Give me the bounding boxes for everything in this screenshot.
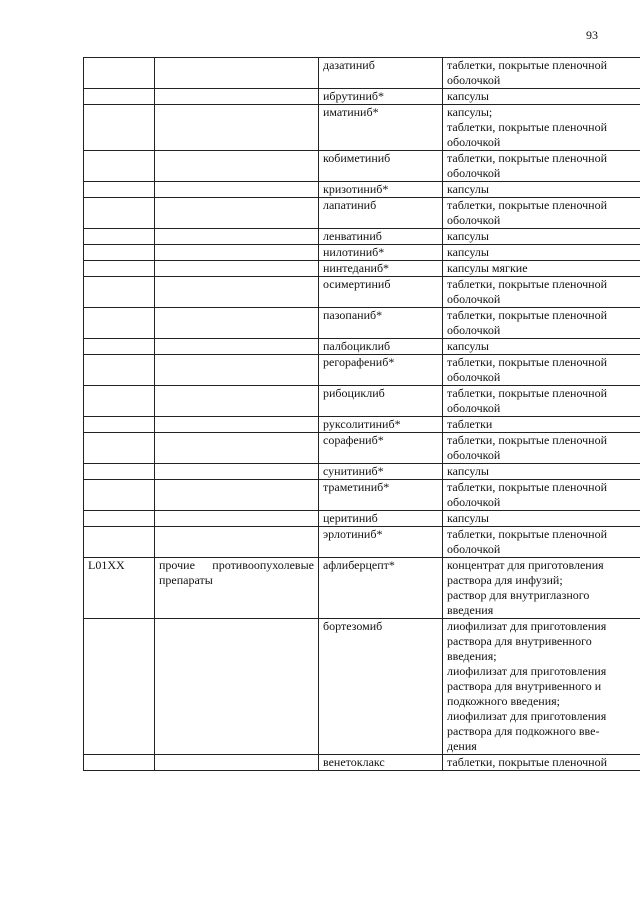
dosage-form-line: введения; <box>447 649 497 663</box>
atc-code-cell <box>84 464 155 480</box>
atc-code-cell <box>84 755 155 771</box>
dosage-form-cell <box>443 277 640 308</box>
atc-code-cell <box>84 198 155 229</box>
dosage-form-line: оболочкой <box>447 401 501 415</box>
table-row <box>84 277 640 308</box>
group-cell <box>155 417 319 433</box>
group-cell <box>155 527 319 558</box>
dosage-form-line: оболочкой <box>447 495 501 509</box>
dosage-form-cell <box>443 229 640 245</box>
table-row <box>84 755 640 771</box>
table-row <box>84 527 640 558</box>
drug-name-cell: траметиниб* <box>319 480 443 511</box>
table-row <box>84 464 640 480</box>
dosage-form-cell <box>443 105 640 151</box>
group-cell <box>155 105 319 151</box>
dosage-form-line: капсулы <box>447 464 489 478</box>
group-cell <box>155 339 319 355</box>
table-row <box>84 355 640 386</box>
dosage-form-line: оболочкой <box>447 370 501 384</box>
dosage-form-line: таблетки, покрытые пленочной <box>447 277 608 291</box>
drug-name-cell: церитиниб <box>319 511 443 527</box>
group-text: прочие противоопухолевые препараты <box>159 558 314 587</box>
drug-name-cell: рибоциклиб <box>319 386 443 417</box>
table-row <box>84 182 640 198</box>
table-row <box>84 261 640 277</box>
dosage-form-line: таблетки <box>447 417 493 431</box>
table-row <box>84 105 640 151</box>
dosage-form-cell <box>443 182 640 198</box>
atc-code-cell <box>84 89 155 105</box>
drug-name-cell: сунитиниб* <box>319 464 443 480</box>
atc-code-cell <box>84 511 155 527</box>
group-cell <box>155 198 319 229</box>
table-row <box>84 151 640 182</box>
dosage-form-line: таблетки, покрытые пленочной <box>447 527 608 541</box>
atc-code-cell <box>84 105 155 151</box>
group-cell <box>155 619 319 755</box>
table-row <box>84 245 640 261</box>
dosage-form-cell <box>443 58 640 89</box>
drug-name-cell: ленватиниб <box>319 229 443 245</box>
dosage-form-line: дения <box>447 739 477 753</box>
dosage-form-line: оболочкой <box>447 73 501 87</box>
drug-name-cell: эрлотиниб* <box>319 527 443 558</box>
atc-code-cell: L01XX <box>84 558 155 619</box>
atc-code-cell <box>84 277 155 308</box>
dosage-form-cell <box>443 261 640 277</box>
dosage-form-cell <box>443 245 640 261</box>
table-row <box>84 433 640 464</box>
dosage-form-cell <box>443 755 640 771</box>
atc-code-cell <box>84 151 155 182</box>
drug-name-cell: иматиниб* <box>319 105 443 151</box>
dosage-form-line: капсулы <box>447 89 489 103</box>
dosage-form-line: таблетки, покрытые пленочной <box>447 151 608 165</box>
atc-code-cell <box>84 619 155 755</box>
dosage-form-line: оболочкой <box>447 135 501 149</box>
dosage-form-cell <box>443 527 640 558</box>
atc-code-cell <box>84 417 155 433</box>
table-row <box>84 308 640 339</box>
group-cell <box>155 511 319 527</box>
drug-table <box>83 57 640 771</box>
dosage-form-line: капсулы <box>447 182 489 196</box>
dosage-form-line: оболочкой <box>447 166 501 180</box>
drug-name-cell: бортезомиб <box>319 619 443 755</box>
drug-name-cell: кризотиниб* <box>319 182 443 198</box>
dosage-form-line: раствора для внутривенного <box>447 634 592 648</box>
atc-code-cell <box>84 355 155 386</box>
group-cell <box>155 308 319 339</box>
dosage-form-line: капсулы <box>447 229 489 243</box>
atc-code-cell <box>84 245 155 261</box>
drug-name-cell: лапатиниб <box>319 198 443 229</box>
group-cell <box>155 58 319 89</box>
group-cell <box>155 386 319 417</box>
dosage-form-line: оболочкой <box>447 292 501 306</box>
drug-name-cell: афлиберцепт* <box>319 558 443 619</box>
table-row <box>84 339 640 355</box>
dosage-form-line: раствора для внутривенного и <box>447 679 602 693</box>
atc-code-cell <box>84 229 155 245</box>
atc-code-cell <box>84 386 155 417</box>
table-row <box>84 58 640 89</box>
table-row <box>84 511 640 527</box>
atc-code-cell <box>84 433 155 464</box>
dosage-form-line: таблетки, покрытые пленочной <box>447 308 608 322</box>
dosage-form-line: оболочкой <box>447 448 501 462</box>
dosage-form-line: капсулы <box>447 339 489 353</box>
dosage-form-cell <box>443 511 640 527</box>
atc-code-cell <box>84 339 155 355</box>
dosage-form-line: таблетки, покрытые пленочной <box>447 120 608 134</box>
dosage-form-cell <box>443 480 640 511</box>
dosage-form-cell <box>443 355 640 386</box>
atc-code-cell <box>84 308 155 339</box>
atc-code-cell <box>84 480 155 511</box>
atc-code-cell <box>84 58 155 89</box>
dosage-form-line: оболочкой <box>447 542 501 556</box>
dosage-form-cell <box>443 619 640 755</box>
atc-code-cell <box>84 527 155 558</box>
group-cell <box>155 558 319 619</box>
table-row <box>84 417 640 433</box>
dosage-form-cell <box>443 558 640 619</box>
dosage-form-cell <box>443 339 640 355</box>
dosage-form-line: лиофилизат для приготовления <box>447 619 607 633</box>
drug-name-cell: палбоциклиб <box>319 339 443 355</box>
group-cell <box>155 755 319 771</box>
drug-name-cell: руксолитиниб* <box>319 417 443 433</box>
dosage-form-line: капсулы <box>447 511 489 525</box>
atc-code-cell <box>84 261 155 277</box>
table-row <box>84 558 640 619</box>
drug-name-cell: ибрутиниб* <box>319 89 443 105</box>
dosage-form-line: раствора для инфузий; <box>447 573 563 587</box>
table-row <box>84 480 640 511</box>
dosage-form-line: лиофилизат для приготовления <box>447 664 607 678</box>
group-cell <box>155 245 319 261</box>
dosage-form-line: раствора для подкожного вве- <box>447 724 600 738</box>
dosage-form-line: таблетки, покрытые пленочной <box>447 58 608 72</box>
dosage-form-line: подкожного введения; <box>447 694 560 708</box>
table-body <box>84 58 640 771</box>
group-cell <box>155 89 319 105</box>
table-row <box>84 386 640 417</box>
dosage-form-line: капсулы; <box>447 105 493 119</box>
dosage-form-line: концентрат для приготовления <box>447 558 604 572</box>
drug-name-cell: кобиметиниб <box>319 151 443 182</box>
dosage-form-line: таблетки, покрытые пленочной <box>447 433 608 447</box>
drug-name-cell: дазатиниб <box>319 58 443 89</box>
group-cell <box>155 151 319 182</box>
table-row <box>84 229 640 245</box>
drug-name-cell: сорафениб* <box>319 433 443 464</box>
drug-name-cell: осимертиниб <box>319 277 443 308</box>
group-cell <box>155 277 319 308</box>
drug-name-cell: нинтеданиб* <box>319 261 443 277</box>
table-row <box>84 198 640 229</box>
dosage-form-line: оболочкой <box>447 213 501 227</box>
dosage-form-line: таблетки, покрытые пленочной <box>447 755 608 769</box>
dosage-form-cell <box>443 198 640 229</box>
group-cell <box>155 355 319 386</box>
dosage-form-cell <box>443 417 640 433</box>
drug-name-cell: нилотиниб* <box>319 245 443 261</box>
page-number: 93 <box>586 28 598 42</box>
dosage-form-cell <box>443 386 640 417</box>
group-cell <box>155 464 319 480</box>
dosage-form-line: лиофилизат для приготовления <box>447 709 607 723</box>
table-row <box>84 619 640 755</box>
dosage-form-line: капсулы <box>447 245 489 259</box>
dosage-form-line: таблетки, покрытые пленочной <box>447 386 608 400</box>
group-cell <box>155 229 319 245</box>
atc-code-cell <box>84 182 155 198</box>
drug-name-cell: регорафениб* <box>319 355 443 386</box>
group-cell <box>155 261 319 277</box>
dosage-form-cell <box>443 308 640 339</box>
drug-name-cell: пазопаниб* <box>319 308 443 339</box>
drug-name-cell: венетоклакс <box>319 755 443 771</box>
dosage-form-cell <box>443 151 640 182</box>
dosage-form-line: таблетки, покрытые пленочной <box>447 355 608 369</box>
dosage-form-cell <box>443 89 640 105</box>
group-cell <box>155 480 319 511</box>
table-row <box>84 89 640 105</box>
dosage-form-cell <box>443 433 640 464</box>
dosage-form-cell <box>443 464 640 480</box>
dosage-form-line: таблетки, покрытые пленочной <box>447 480 608 494</box>
group-cell <box>155 433 319 464</box>
dosage-form-line: раствор для внутриглазного <box>447 588 590 602</box>
group-cell <box>155 182 319 198</box>
dosage-form-line: таблетки, покрытые пленочной <box>447 198 608 212</box>
dosage-form-line: введения <box>447 603 494 617</box>
dosage-form-line: капсулы мягкие <box>447 261 528 275</box>
dosage-form-line: оболочкой <box>447 323 501 337</box>
